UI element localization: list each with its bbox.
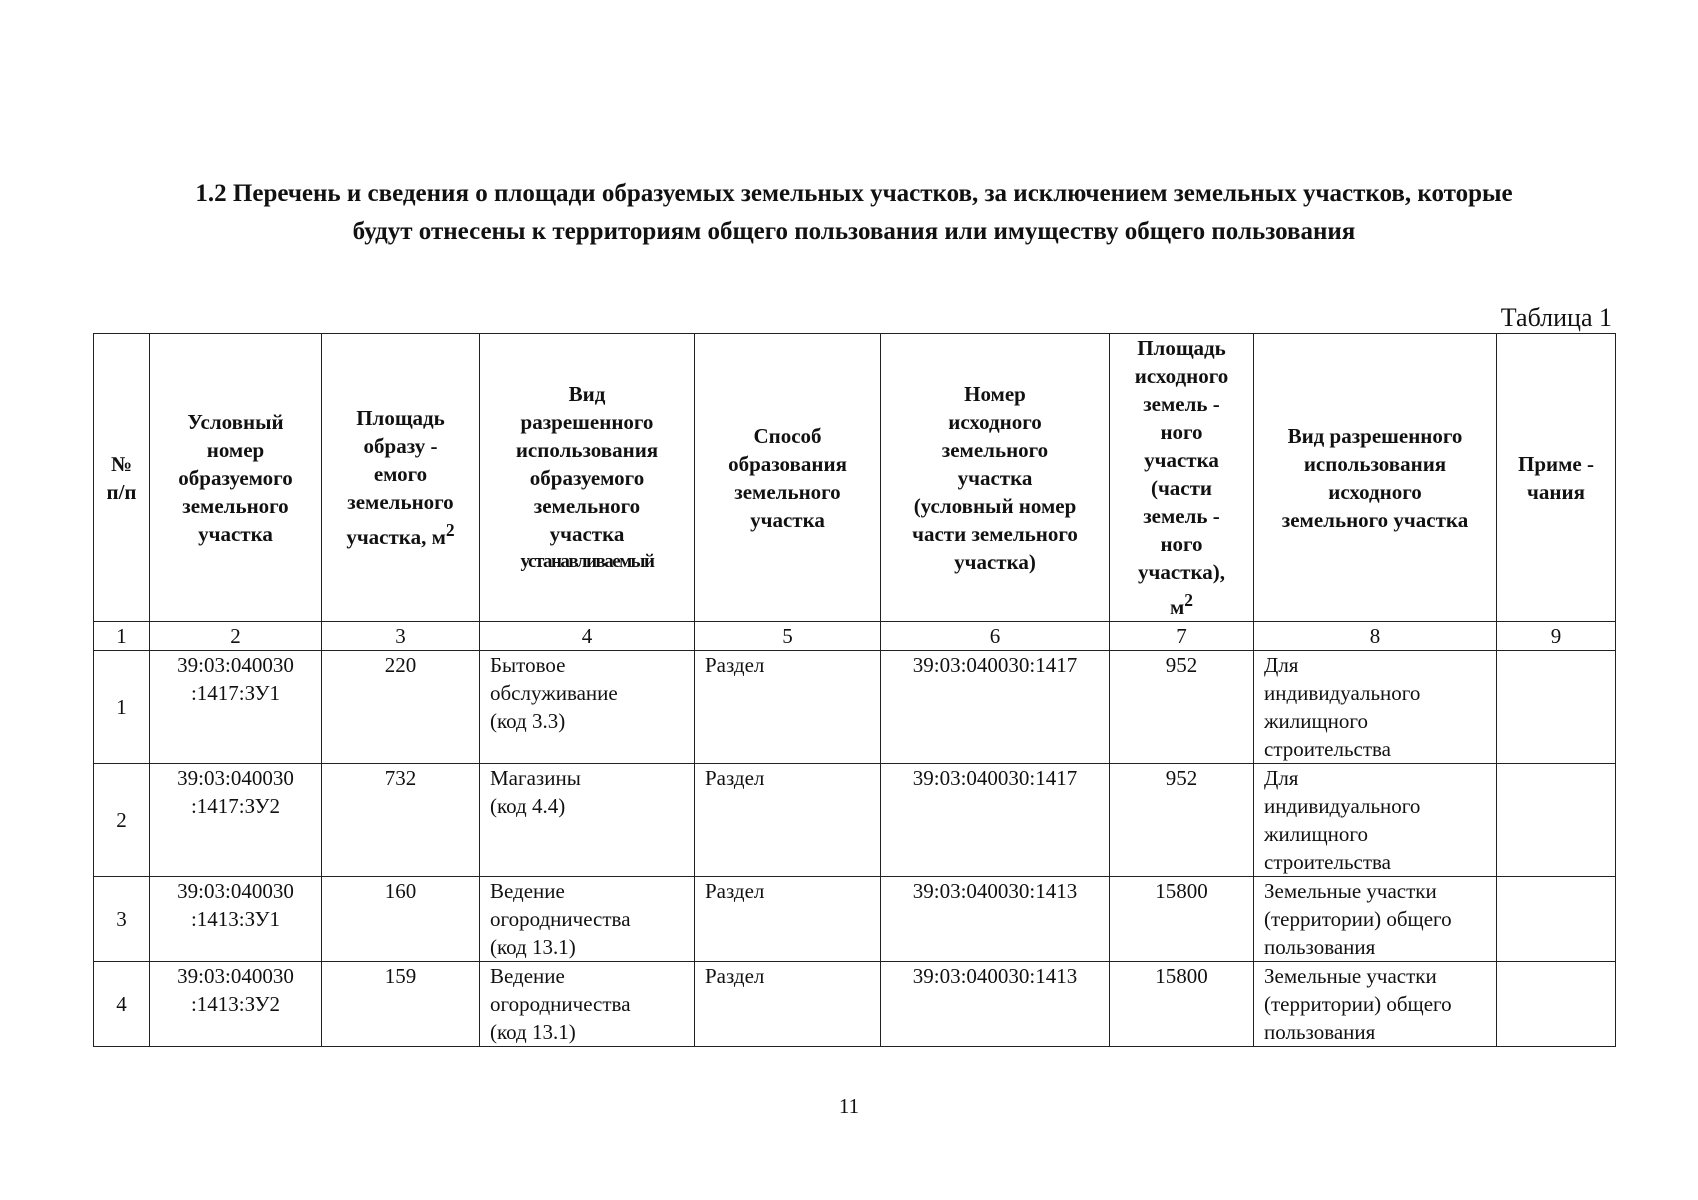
text-line bbox=[490, 764, 694, 792]
text-line-content: участка) bbox=[954, 549, 1036, 574]
text-line-content: (код 13.1) bbox=[490, 935, 576, 959]
text-line-content: земельного bbox=[182, 493, 289, 518]
text-line bbox=[150, 679, 321, 707]
text-line bbox=[1501, 450, 1611, 478]
text-line-content: участка, м bbox=[346, 525, 446, 549]
cell-row-number: 3 bbox=[94, 877, 150, 962]
text-line bbox=[1258, 450, 1492, 478]
column-number: 1 bbox=[94, 622, 150, 651]
text-line-content: номер bbox=[206, 437, 265, 462]
table-caption: Таблица 1 bbox=[1500, 303, 1612, 332]
text-line-content: (территории) общего bbox=[1264, 907, 1452, 931]
text-line-content: жилищного bbox=[1264, 822, 1368, 846]
text-line bbox=[484, 408, 690, 436]
text-line-content: строительства bbox=[1264, 737, 1392, 761]
text-line bbox=[1264, 962, 1496, 990]
cell-row-number: 1 bbox=[94, 651, 150, 764]
text-line bbox=[154, 492, 317, 520]
text-line bbox=[154, 464, 317, 492]
cell-source-use bbox=[1254, 651, 1497, 764]
cell-row-number: 4 bbox=[94, 962, 150, 1047]
text-line-content: :1413:ЗУ1 bbox=[190, 907, 281, 931]
column-number-row bbox=[94, 622, 1616, 651]
text-line-content: Номер bbox=[964, 381, 1026, 406]
text-line-content: Площадь bbox=[356, 406, 445, 430]
cell-formation-method: Раздел bbox=[695, 877, 881, 962]
cell-notes bbox=[1497, 651, 1616, 764]
text-line-content: пользования bbox=[1264, 935, 1376, 959]
cell-source-area: 952 bbox=[1110, 764, 1254, 877]
cell-source-use bbox=[1254, 962, 1497, 1047]
table-row bbox=[94, 962, 1616, 1047]
cell-permitted-use bbox=[480, 962, 695, 1047]
text-line bbox=[699, 422, 876, 450]
cell-conditional-number bbox=[150, 877, 322, 962]
text-line-content: (код 4.4) bbox=[490, 794, 566, 818]
cell-notes bbox=[1497, 962, 1616, 1047]
text-line bbox=[885, 408, 1105, 436]
text-line-content: огородничества bbox=[490, 992, 631, 1016]
superscript-unit: 2 bbox=[445, 520, 455, 540]
text-line bbox=[1114, 474, 1249, 502]
cell-source-use bbox=[1254, 877, 1497, 962]
text-line-content: Ведение bbox=[490, 879, 565, 903]
cell-formation-method: Раздел bbox=[695, 962, 881, 1047]
column-number: 3 bbox=[322, 622, 480, 651]
text-line bbox=[98, 478, 145, 506]
text-line-content: Вид bbox=[568, 381, 606, 406]
text-line-content: Для bbox=[1264, 653, 1299, 677]
text-line bbox=[1114, 530, 1249, 558]
text-line-content: ного bbox=[1160, 420, 1203, 444]
text-line-content: использования bbox=[515, 437, 659, 462]
section-heading-line-1: 1.2 Перечень и сведения о площади образуемых земельных участков, за исключением земельных участков, которые bbox=[195, 180, 1513, 207]
text-line bbox=[326, 432, 475, 460]
cell-source-area: 952 bbox=[1110, 651, 1254, 764]
header-cell-source-use bbox=[1254, 334, 1497, 622]
text-line bbox=[1264, 990, 1496, 1018]
header-cell-row-number bbox=[94, 334, 150, 622]
header-cell-source-area bbox=[1110, 334, 1254, 622]
text-line-content: части земельного bbox=[912, 521, 1078, 546]
text-line bbox=[150, 990, 321, 1018]
text-line-content: :1417:ЗУ2 bbox=[190, 794, 281, 818]
text-line-content: пользования bbox=[1264, 1020, 1376, 1044]
text-line-content: разрешенного bbox=[520, 409, 654, 434]
text-line-content: чания bbox=[1527, 479, 1585, 504]
text-line bbox=[150, 905, 321, 933]
text-line bbox=[490, 651, 694, 679]
text-line-content: участка bbox=[750, 507, 825, 532]
text-line bbox=[1114, 502, 1249, 530]
text-line bbox=[150, 962, 321, 990]
text-line-content: земель - bbox=[1143, 392, 1220, 416]
text-line bbox=[154, 408, 317, 436]
text-line bbox=[1264, 820, 1496, 848]
text-line-content: Земельные участки bbox=[1264, 964, 1437, 988]
text-line-content: обслуживание bbox=[490, 681, 618, 705]
text-line-content: Магазины bbox=[490, 766, 581, 790]
text-line-content: 39:03:040030 bbox=[177, 879, 294, 903]
text-line-content: (код 3.3) bbox=[490, 709, 566, 733]
text-line-content: земель - bbox=[1143, 504, 1220, 528]
text-line-content: земельного bbox=[533, 493, 641, 518]
text-line bbox=[1264, 877, 1496, 905]
column-number: 6 bbox=[881, 622, 1110, 651]
text-line-content: использования bbox=[1303, 451, 1447, 476]
text-line-content: строительства bbox=[1264, 850, 1392, 874]
text-line-content: образу - bbox=[363, 434, 438, 458]
text-line bbox=[326, 516, 475, 551]
text-line-content: п/п bbox=[106, 479, 137, 504]
cell-source-area: 15800 bbox=[1110, 962, 1254, 1047]
text-line bbox=[490, 877, 694, 905]
table-row bbox=[94, 764, 1616, 877]
text-line bbox=[699, 478, 876, 506]
text-line-content: ного bbox=[1160, 532, 1203, 556]
text-line bbox=[150, 764, 321, 792]
superscript-unit: 2 bbox=[1184, 590, 1194, 610]
cell-plot-area: 159 bbox=[322, 962, 480, 1047]
cell-formation-method: Раздел bbox=[695, 651, 881, 764]
text-line bbox=[699, 506, 876, 534]
text-line-content: участка bbox=[957, 465, 1033, 490]
text-line bbox=[490, 990, 694, 1018]
text-line bbox=[490, 933, 694, 961]
text-line bbox=[484, 520, 690, 548]
text-line bbox=[885, 464, 1105, 492]
text-line bbox=[1264, 933, 1496, 961]
cell-permitted-use bbox=[480, 651, 695, 764]
header-cell-permitted-use bbox=[480, 334, 695, 622]
text-line bbox=[1114, 362, 1249, 390]
text-line-content: индивидуального bbox=[1264, 681, 1421, 705]
cell-plot-area: 220 bbox=[322, 651, 480, 764]
text-line bbox=[1114, 558, 1249, 586]
text-line bbox=[1114, 334, 1249, 362]
cell-source-number: 39:03:040030:1417 bbox=[881, 651, 1110, 764]
text-line-content: Площадь bbox=[1137, 336, 1226, 360]
text-line-content: образуемого bbox=[529, 465, 645, 490]
text-line-content: (условный номер bbox=[913, 493, 1077, 518]
text-line bbox=[490, 962, 694, 990]
text-line bbox=[326, 488, 475, 516]
text-line-content: участка), bbox=[1137, 560, 1225, 584]
text-line bbox=[1114, 390, 1249, 418]
text-line bbox=[484, 436, 690, 464]
text-line bbox=[490, 707, 694, 735]
text-line bbox=[885, 436, 1105, 464]
page-number: 11 bbox=[838, 1094, 860, 1118]
text-line-content: участка bbox=[1144, 448, 1219, 472]
cell-source-number: 39:03:040030:1413 bbox=[881, 877, 1110, 962]
text-line bbox=[150, 651, 321, 679]
text-line-content: 39:03:040030 bbox=[177, 766, 294, 790]
text-line-content: (код 13.1) bbox=[490, 1020, 576, 1044]
text-line bbox=[326, 404, 475, 432]
text-line-content: емого bbox=[373, 462, 428, 486]
text-line bbox=[1264, 792, 1496, 820]
text-line bbox=[150, 792, 321, 820]
text-line-content: :1413:ЗУ2 bbox=[190, 992, 281, 1016]
text-line bbox=[1264, 905, 1496, 933]
text-line-content: Условный bbox=[187, 409, 284, 434]
text-line-content: земельного bbox=[941, 437, 1049, 462]
text-line bbox=[326, 460, 475, 488]
text-line-content: земельного участка bbox=[1281, 507, 1469, 532]
text-line bbox=[154, 436, 317, 464]
text-line-content: Способ bbox=[753, 423, 822, 448]
text-line-content: исходного bbox=[1134, 364, 1229, 388]
cell-permitted-use bbox=[480, 877, 695, 962]
section-heading-line-2: будут отнесены к территориям общего пользования или имуществу общего пользования bbox=[352, 218, 1356, 245]
text-line-content: 39:03:040030 bbox=[177, 964, 294, 988]
cell-source-number: 39:03:040030:1417 bbox=[881, 764, 1110, 877]
text-line-content: Ведение bbox=[490, 964, 565, 988]
land-plots-table bbox=[93, 333, 1616, 1047]
text-line-content: Приме - bbox=[1518, 451, 1594, 476]
text-line bbox=[98, 450, 145, 478]
text-line-content: :1417:ЗУ1 bbox=[190, 681, 281, 705]
text-line bbox=[154, 520, 317, 548]
text-line bbox=[1114, 418, 1249, 446]
text-line-content: участка bbox=[549, 521, 625, 546]
column-number: 4 bbox=[480, 622, 695, 651]
text-line-content: исходного bbox=[948, 409, 1042, 434]
cell-source-number: 39:03:040030:1413 bbox=[881, 962, 1110, 1047]
text-line-content: (территории) общего bbox=[1264, 992, 1452, 1016]
cell-plot-area: 732 bbox=[322, 764, 480, 877]
text-line-content: индивидуального bbox=[1264, 794, 1421, 818]
cell-conditional-number bbox=[150, 651, 322, 764]
cell-permitted-use bbox=[480, 764, 695, 877]
section-heading bbox=[100, 175, 1608, 251]
text-line-content: земельного bbox=[734, 479, 841, 504]
cell-conditional-number bbox=[150, 962, 322, 1047]
text-line bbox=[484, 492, 690, 520]
text-line-content: участка bbox=[198, 521, 273, 546]
text-line-content: № bbox=[110, 451, 133, 476]
cell-formation-method: Раздел bbox=[695, 764, 881, 877]
text-line bbox=[1258, 506, 1492, 534]
text-line-content: Бытовое bbox=[490, 653, 566, 677]
cell-source-use bbox=[1254, 764, 1497, 877]
text-line-content: 39:03:040030 bbox=[177, 653, 294, 677]
header-cell-formation-method bbox=[695, 334, 881, 622]
text-line bbox=[885, 520, 1105, 548]
text-line-content: Для bbox=[1264, 766, 1299, 790]
text-line bbox=[1264, 764, 1496, 792]
header-cell-source-number bbox=[881, 334, 1110, 622]
text-line-content: м bbox=[1169, 595, 1185, 619]
text-line-content: образования bbox=[728, 451, 847, 476]
text-line-content: Вид разрешенного bbox=[1287, 423, 1463, 448]
text-line bbox=[1114, 446, 1249, 474]
text-line bbox=[1264, 1018, 1496, 1046]
text-line-content: огородничества bbox=[490, 907, 631, 931]
table-row bbox=[94, 877, 1616, 962]
text-line bbox=[490, 792, 694, 820]
text-line bbox=[490, 679, 694, 707]
table-row bbox=[94, 651, 1616, 764]
text-line bbox=[484, 380, 690, 408]
cell-notes bbox=[1497, 764, 1616, 877]
text-line bbox=[1264, 735, 1496, 763]
cell-source-area: 15800 bbox=[1110, 877, 1254, 962]
column-number: 7 bbox=[1110, 622, 1254, 651]
text-line bbox=[490, 905, 694, 933]
text-line-content: земельного bbox=[347, 490, 454, 514]
column-number: 5 bbox=[695, 622, 881, 651]
text-line bbox=[1114, 586, 1249, 621]
text-line bbox=[1264, 679, 1496, 707]
cell-conditional-number bbox=[150, 764, 322, 877]
text-line bbox=[885, 548, 1105, 576]
text-line bbox=[885, 380, 1105, 408]
cell-row-number: 2 bbox=[94, 764, 150, 877]
text-line bbox=[1501, 478, 1611, 506]
header-cell-plot-area bbox=[322, 334, 480, 622]
header-cell-conditional-number bbox=[150, 334, 322, 622]
text-line-content: исходного bbox=[1328, 479, 1422, 504]
text-line bbox=[1264, 651, 1496, 679]
text-line bbox=[150, 877, 321, 905]
header-row bbox=[94, 334, 1616, 622]
text-line bbox=[1258, 478, 1492, 506]
text-line-content: образуемого bbox=[178, 465, 293, 490]
header-narrow-text: устанавливаемый bbox=[520, 550, 654, 572]
column-number: 9 bbox=[1497, 622, 1616, 651]
cell-plot-area: 160 bbox=[322, 877, 480, 962]
cell-notes bbox=[1497, 877, 1616, 962]
text-line bbox=[699, 450, 876, 478]
text-line bbox=[1258, 422, 1492, 450]
text-line bbox=[1264, 848, 1496, 876]
text-line-content: (части bbox=[1150, 476, 1213, 500]
text-line bbox=[484, 464, 690, 492]
text-line bbox=[1264, 707, 1496, 735]
text-line bbox=[490, 1018, 694, 1046]
column-number: 2 bbox=[150, 622, 322, 651]
text-line bbox=[885, 492, 1105, 520]
text-line-content: жилищного bbox=[1264, 709, 1368, 733]
text-line-content: Земельные участки bbox=[1264, 879, 1437, 903]
header-cell-notes bbox=[1497, 334, 1616, 622]
column-number: 8 bbox=[1254, 622, 1497, 651]
